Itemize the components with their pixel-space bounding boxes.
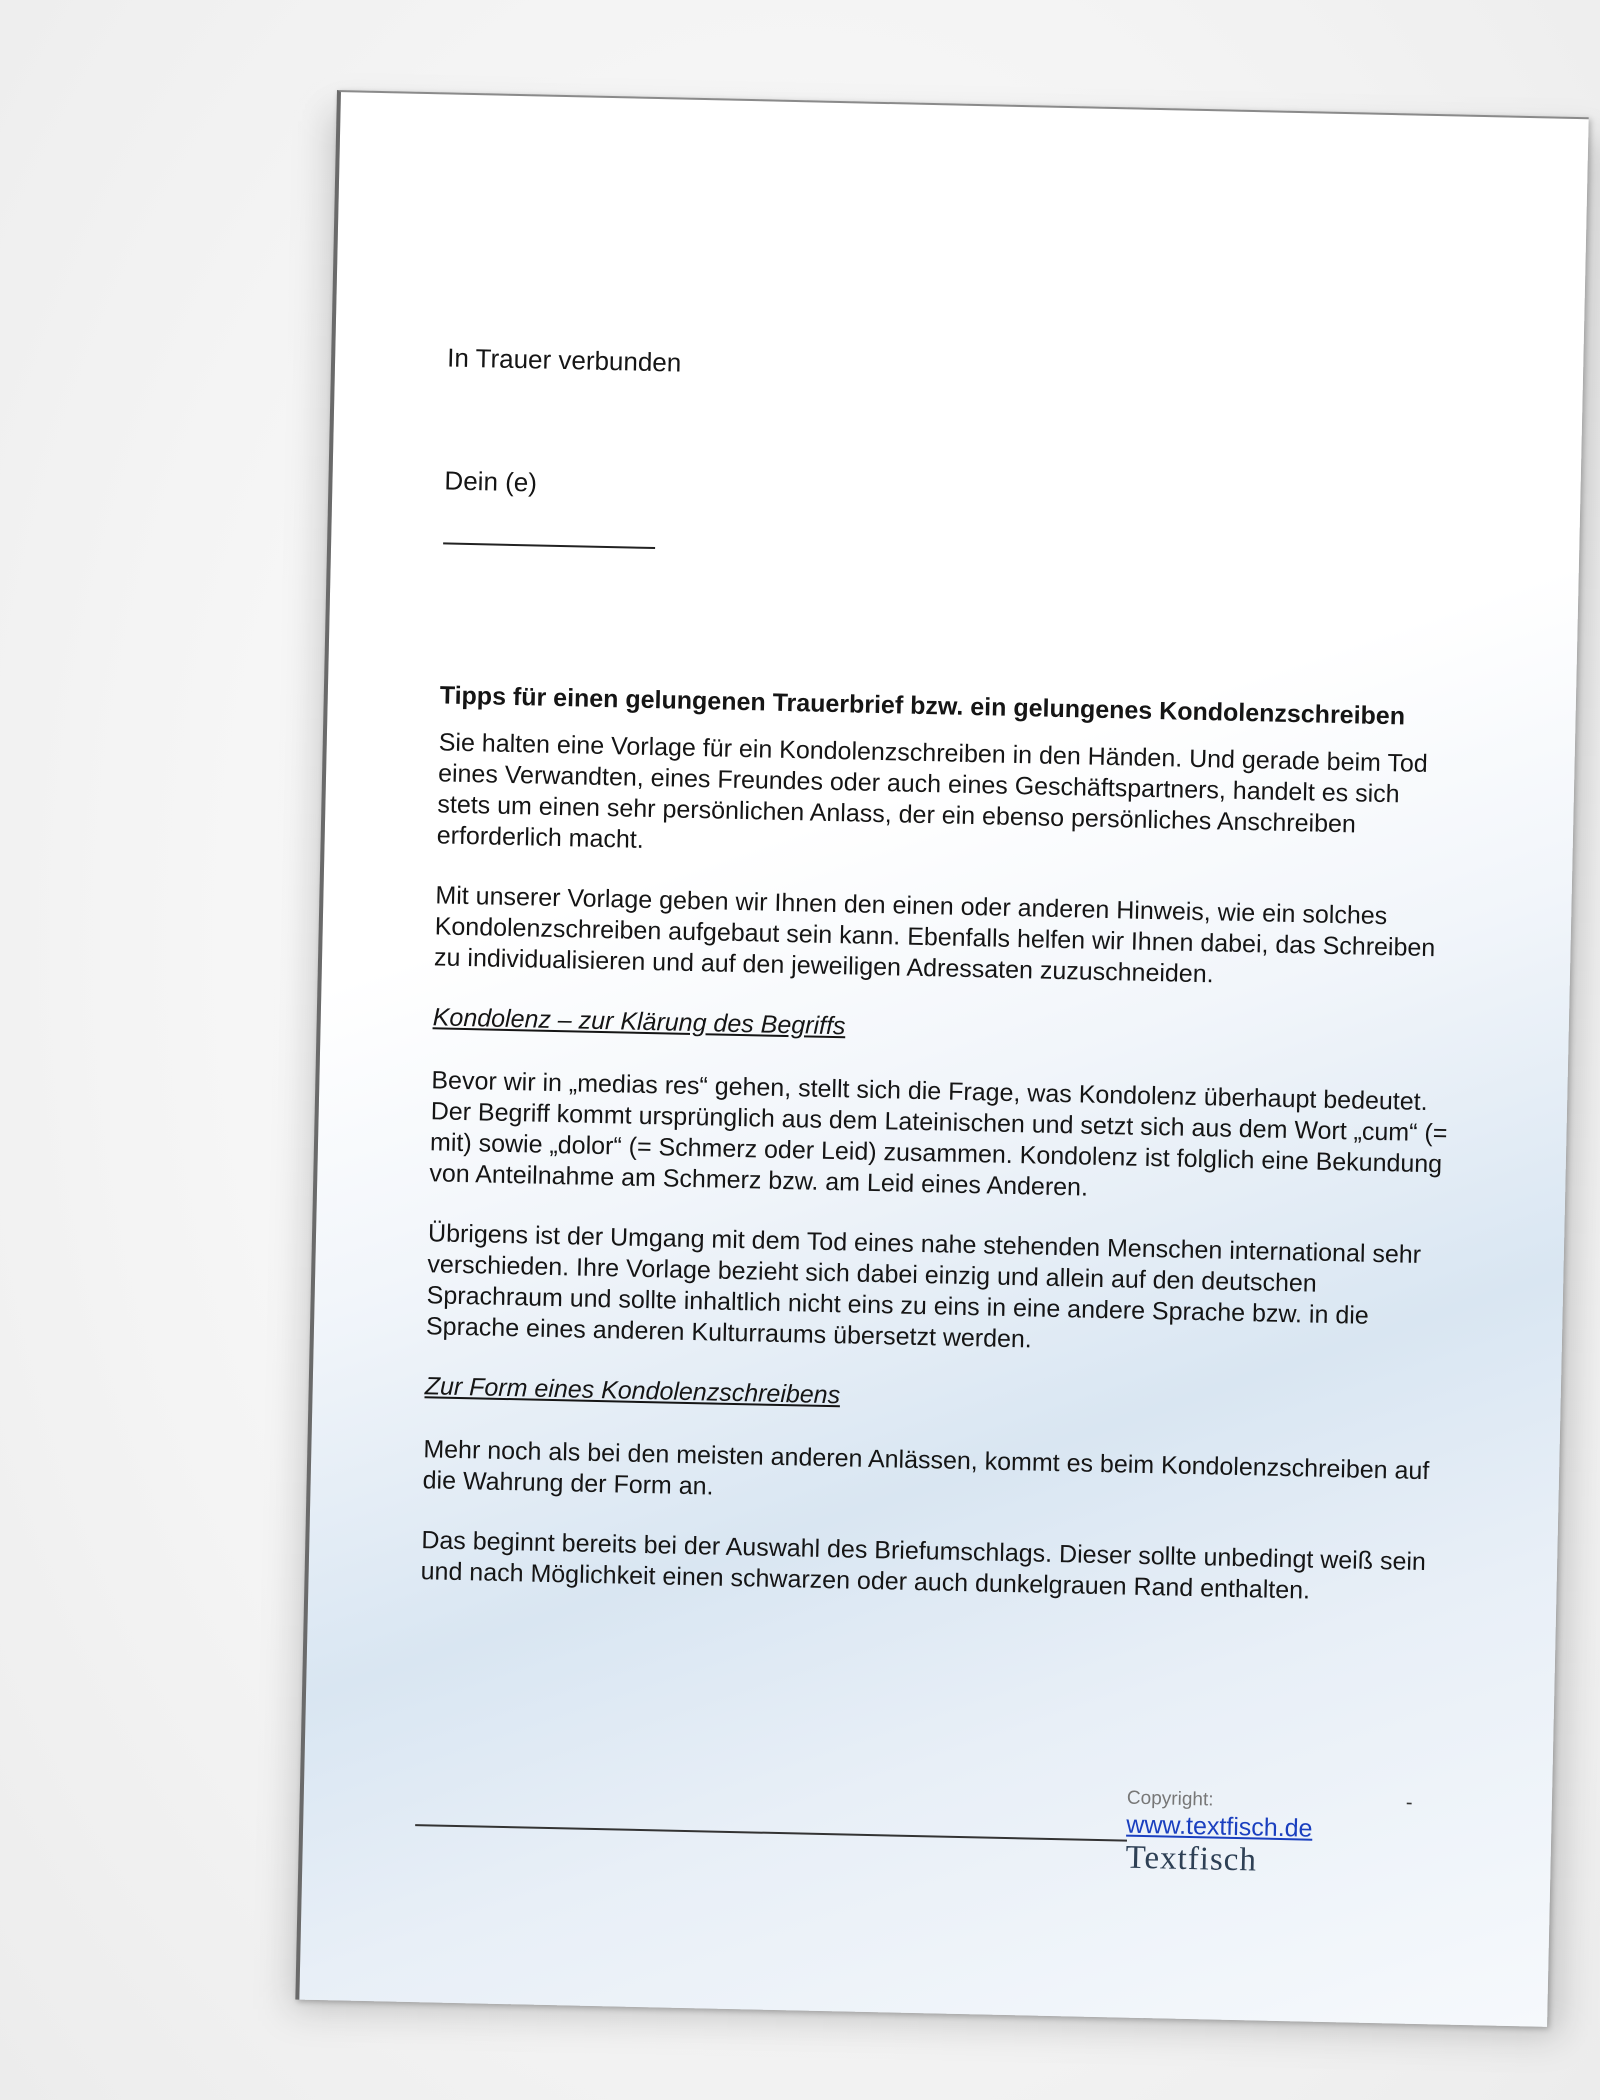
letter-closing: In Trauer verbunden <box>446 342 682 378</box>
intro-paragraph-2: Mit unserer Vorlage geben wir Ihnen den einen oder anderen Hinweis, wie ein solches Kondolenzschreiben aufgebaut sein kann. Ebenfalls helfen wir Ihnen dabei, das Schreiben zu individualisieren und auf den jeweiligen Adressaten zuzuschneiden. <box>433 881 1436 989</box>
document-page <box>295 90 1588 2027</box>
page-content <box>420 342 1468 1638</box>
signature-line <box>443 542 655 549</box>
tips-heading: Tipps für einen gelungenen Trauerbrief bzw. ein gelungenes Kondolenzschreiben <box>439 681 1406 731</box>
copyright-label: Copyright: <box>1126 1787 1214 1811</box>
section-title-form: Zur Form eines Kondolenzschreibens <box>424 1372 841 1410</box>
section1-paragraph-2: Übrigens ist der Umgang mit dem Tod eines nahe stehenden Menschen international sehr verschieden. Ihre Vorlage bezieht sich dabei einzig und allein auf den deutschen Sprachraum und sollte inhaltlich nicht eins zu eins in eine andere Sprache bzw. in die Sprache eines anderen Kulturraums übersetzt werden. <box>425 1219 1422 1354</box>
footer-rule <box>415 1824 1127 1842</box>
section-title-kondolenz: Kondolenz – zur Klärung des Begriffs <box>432 1003 846 1041</box>
letter-signature: Dein (e) <box>444 465 538 498</box>
section2-paragraph-1: Mehr noch als bei den meisten anderen Anlässen, kommt es beim Kondolenzschreiben auf die Wahrung der Form an. <box>422 1435 1430 1501</box>
textfisch-link[interactable]: www.textfisch.de <box>1126 1810 1313 1843</box>
section1-paragraph-1: Bevor wir in „medias res“ gehen, stellt sich die Frage, was Kondolenz überhaupt bedeutet. Der Begriff kommt ursprünglich aus dem Lateinischen und setzt sich aus dem Wort „cum“ (= mit) sowie „dolor“ (= Schmerz oder Leid) zusammen. Kondolenz ist folglich eine Bekundung von Anteilnahme am Schmerz bzw. am Leid eines Anderen. <box>429 1066 1448 1202</box>
footer-dash: - <box>1405 1791 1413 1814</box>
textfisch-logo: Textfisch <box>1125 1839 1258 1879</box>
copyright-block <box>1125 1788 1387 1882</box>
intro-paragraph-1: Sie halten eine Vorlage für ein Kondolenzschreiben in den Händen. Und gerade beim Tod eines Verwandten, eines Freundes oder auch eines Geschäftspartners, handelt es sich stets um einen sehr persönlichen Anlass, der ein ebenso persönliches Anschreiben erforderlich macht. <box>436 728 1428 854</box>
section2-paragraph-2: Das beginnt bereits bei der Auswahl des Briefumschlags. Dieser sollte unbedingt weiß sein und nach Möglichkeit einen schwarzen oder auch dunkelgrauen Rand enthalten. <box>420 1526 1427 1605</box>
